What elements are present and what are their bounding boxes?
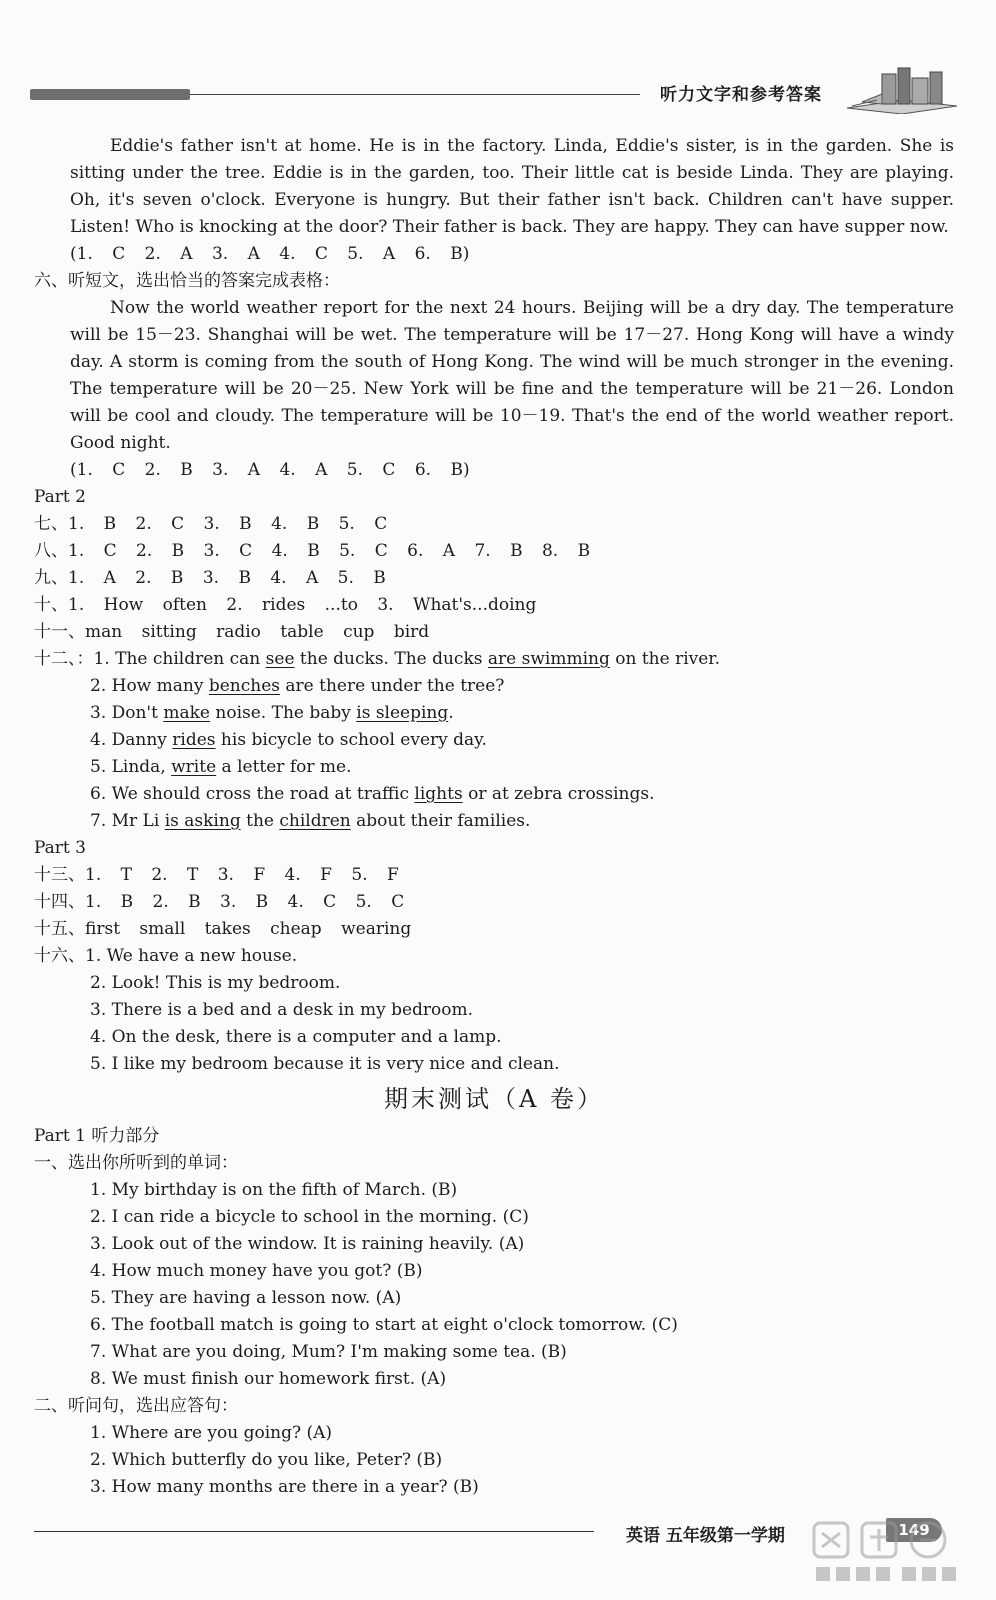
list-item: 8. We must finish our homework first. (A) [90, 1369, 447, 1389]
list-item: 4. How much money have you got? (B) [90, 1261, 423, 1281]
part-label: Part 1 听力部分 [34, 1126, 160, 1146]
weather-report-paragraph: Now the world weather report for the next 24 hours. Beijing will be a dry day. The temperature will be 15－23. Shanghai will be wet. The temperature will be 17－27. Hong Kong will have a windy day. A storm is coming from the south of Hong Kong. The wind will be much stronger in the evening. The temperature will be 20－25. New York will be fine and the temperature will be 21－26. London will be cool and cloudy. The temperature will be 10－19. That's the end of the world weather report. Good night. [70, 298, 954, 453]
sentence-row: 十六、1. We have a new house. [34, 946, 298, 966]
answers-line: (1. C 2. B 3. A 4. A 5. C 6. B) [70, 460, 470, 480]
answer-row: 十五、first small takes cheap wearing [34, 919, 412, 939]
page-number: 149 [886, 1518, 942, 1542]
list-item: 3. Look out of the window. It is raining heavily. (A) [90, 1234, 525, 1254]
part-label: Part 2 [34, 487, 86, 507]
section-prefix: 十六、 [34, 946, 85, 966]
sentence-row: 5. I like my bedroom because it is very nice and clean. [90, 1054, 560, 1074]
section-heading: 二、听问句，选出应答句： [34, 1396, 238, 1416]
answer-row: 十四、1. B 2. B 3. B 4. C 5. C [34, 892, 405, 912]
footer-rule [34, 1531, 594, 1532]
answer-row: 十、1. How often 2. rides ...to 3. What's...doing [34, 595, 537, 615]
sentence-row: 十二、：1. The children can see the ducks. The ducks are swimming on the river. [34, 649, 720, 669]
sentence-row: 5. Linda, write a letter for me. [90, 757, 352, 777]
underlined-answer: is sleeping [356, 703, 449, 723]
part-label: Part 3 [34, 838, 86, 858]
list-item: 1. My birthday is on the fifth of March. (B) [90, 1180, 458, 1200]
answer-row: 七、1. B 2. C 3. B 4. B 5. C [34, 514, 388, 534]
watermark-logo-icon [806, 1517, 978, 1587]
sentence-row: 7. Mr Li is asking the children about their families. [90, 811, 531, 831]
underlined-answer: rides [172, 730, 216, 750]
answers-line: (1. C 2. A 3. A 4. C 5. A 6. B) [70, 244, 470, 264]
underlined-answer: lights [414, 784, 463, 804]
underlined-answer: write [171, 757, 217, 777]
underlined-answer: children [279, 811, 351, 831]
sentence-row: 2. Look! This is my bedroom. [90, 973, 341, 993]
list-item: 3. How many months are there in a year? (B) [90, 1477, 479, 1497]
list-item: 2. I can ride a bicycle to school in the morning. (C) [90, 1207, 529, 1227]
page-header [0, 0, 996, 120]
sentence-row: 6. We should cross the road at traffic lights or at zebra crossings. [90, 784, 655, 804]
section-prefix: 十二、： [34, 649, 94, 669]
footer-subject: 英语 五年级第一学期 [626, 1526, 785, 1546]
list-item: 2. Which butterfly do you like, Peter? (B) [90, 1450, 443, 1470]
answer-row: 九、1. A 2. B 3. B 4. A 5. B [34, 568, 386, 588]
header-title: 听力文字和参考答案 [660, 85, 822, 105]
list-item: 1. Where are you going? (A) [90, 1423, 333, 1443]
sentence-row: 4. On the desk, there is a computer and a lamp. [90, 1027, 502, 1047]
sentence-row: 3. There is a bed and a desk in my bedroom. [90, 1000, 474, 1020]
header-rule [190, 94, 640, 95]
sentence-row: 4. Danny rides his bicycle to school every day. [90, 730, 487, 750]
answer-row: 十一、man sitting radio table cup bird [34, 622, 430, 642]
underlined-answer: see [265, 649, 295, 669]
section-heading: 六、听短文，选出恰当的答案完成表格： [34, 271, 340, 291]
sentence-row: 3. Don't make noise. The baby is sleeping. [90, 703, 454, 723]
section-heading: 一、选出你所听到的单词： [34, 1153, 238, 1173]
sentence-row: 2. How many benches are there under the tree? [90, 676, 505, 696]
list-item: 6. The football match is going to start at eight o'clock tomorrow. (C) [90, 1315, 678, 1335]
answer-row: 八、1. C 2. B 3. C 4. B 5. C 6. A 7. B 8. B [34, 541, 591, 561]
list-item: 7. What are you doing, Mum? I'm making some tea. (B) [90, 1342, 567, 1362]
underlined-answer: is asking [164, 811, 241, 831]
header-bar [30, 89, 190, 100]
list-item: 5. They are having a lesson now. (A) [90, 1288, 402, 1308]
page-content [34, 133, 954, 1501]
underlined-answer: are swimming [487, 649, 610, 669]
underlined-answer: make [163, 703, 210, 723]
listening-paragraph: Eddie's father isn't at home. He is in the factory. Linda, Eddie's sister, is in the garden. She is sitting under the tree. Eddie is in the garden, too. Their little cat is beside Linda. They are playing. Oh, it's seven o'clock. Everyone is hungry. But their father isn't back. Children can't have supper. Listen! Who is knocking at the door? Their father is back. They are happy. They can have supper now. [70, 136, 954, 237]
answer-row: 十三、1. T 2. T 3. F 4. F 5. F [34, 865, 399, 885]
final-test-title: 期末测试（A 卷） [384, 1085, 604, 1113]
page-footer [0, 1510, 996, 1600]
underlined-answer: benches [208, 676, 281, 696]
books-illustration-icon [842, 60, 962, 114]
